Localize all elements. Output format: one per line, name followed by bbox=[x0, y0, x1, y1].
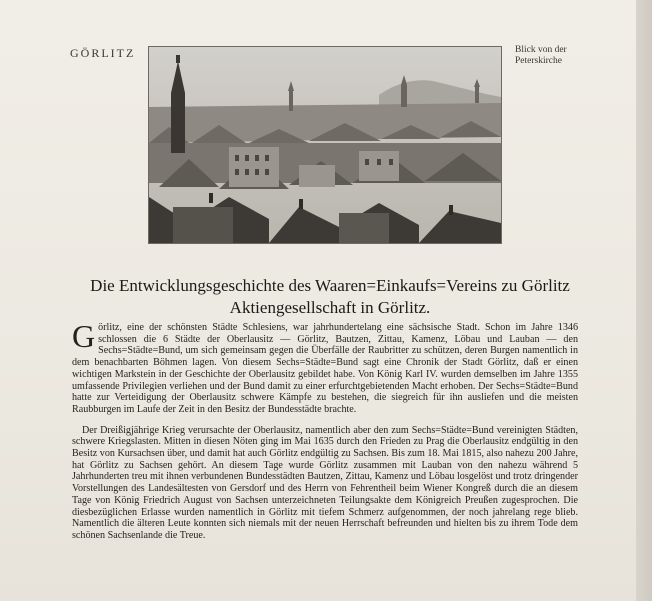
paragraph-1-text: örlitz, eine der schönsten Städte Schlesiens, war jahrhundertelang eine sächsische Stadt. Schon im Jahre 1346 schlossen die 6 Städte der Oberlausitz — Görlitz, Bautzen, Zittau, Kamenz, Löbau und Lauban — den Sechs=Städte=Bund, um sich gemeinsam gegen die Überfälle der Raubritter zu schützen, deren Burgen namentlich in dem benachbarten Böhmen lagen. Von diesem Sechs=Städte=Bund sagt eine Chronik der Stadt Görlitz, daß er einen wichtigen Markstein in der Geschichte der Oberlausitz gebildet habe. Von König Karl IV. wurden demselben im Jahre 1355 umfassende Privilegien verliehen und der Bund damit zu einer erfurchtgebietenden Macht erhoben. Der Sechs=Städte=Bund hatte zur Verteidigung der Oberlausitz schwere Kämpfe zu bestehen, die siegreich für ihn ausliefen und die meisten Raubburgen im Laufe der Zeit in den Besitz der Bundesstädte brachte. bbox=[72, 322, 578, 415]
title-line-2: Aktiengesellschaft in Görlitz. bbox=[229, 298, 431, 317]
photo-caption bbox=[515, 45, 599, 67]
paragraph-2: Der Dreißigjährige Krieg verursachte der Oberlausitz, namentlich aber den zum Sechs=Städte=Bund vereinigten Städten, schwere Kriegslasten. Mitten in diesen Nöten ging im Mai 1635 durch den Frieden zu Prag die Oberlausitz endgültig in den Besitz von Kursachsen über, und damit hat auch Görlitz endgültig zu Sachsen. Bis zum 18. Mai 1815, also nahezu 200 Jahre, hat Görlitz zu Sachsen gehört. An diesem Tage wurde Görlitz zusammen mit Lauban von den nahezu während 5 Jahrhunderten treu mit ihnen verbundenen Bundesstädten Bautzen, Zittau, Kamenz und Löbau losgelöst und trotz dringender Vorstellungen des Landesältesten von Gersdorf und des Herrn von Fehrentheil beim Wiener Kongreß durch die an diesem Tage von König Friedrich August von Sachsen unterzeichneten Teilungsakte dem Königreich Preußen zugesprochen. Die diesbezüglichen Erlasse wurden namentlich in Görlitz mit tiefem Schmerz aufgenommen, der noch jahrelang rege blieb. Namentlich die älteren Leute konnten sich niemals mit der neuen Herrschaft befreunden und hielten bis zu ihrem Tode dem schönen Sachsenlande die Treue. bbox=[72, 424, 578, 541]
city-panorama-photo bbox=[148, 46, 502, 244]
page-edge bbox=[636, 0, 652, 601]
caption-line-2: Peterskirche bbox=[515, 56, 562, 66]
section-label: GÖRLITZ bbox=[70, 46, 136, 60]
caption-line-1: Blick von der bbox=[515, 45, 567, 55]
drop-cap: G bbox=[72, 318, 96, 354]
city-panorama-icon bbox=[149, 47, 501, 243]
paragraph-1 bbox=[72, 318, 578, 416]
body-text bbox=[72, 318, 578, 542]
title-line-1: Die Entwicklungsgeschichte des Waaren=Einkaufs=Vereins zu Görlitz bbox=[90, 276, 570, 295]
document-title bbox=[40, 275, 620, 319]
